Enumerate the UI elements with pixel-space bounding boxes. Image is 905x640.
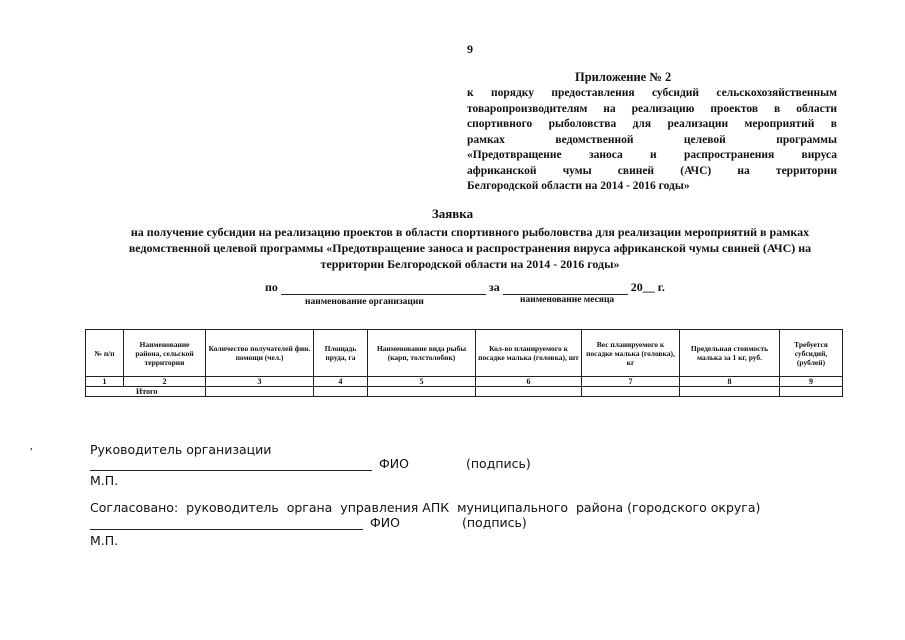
number-cell: 9 bbox=[780, 377, 843, 387]
application-subtitle bbox=[60, 224, 880, 272]
month-blank[interactable] bbox=[503, 282, 628, 295]
head-label: Руководитель организации bbox=[90, 442, 272, 457]
table-total-row bbox=[86, 387, 843, 397]
agreed-fio-label: ФИО bbox=[370, 515, 400, 530]
application-table bbox=[85, 329, 843, 397]
agreed-signature-label: (подпись) bbox=[462, 515, 527, 530]
table-header-row bbox=[86, 330, 843, 377]
appendix-line: товаропроизводителям на реализацию проектов в области bbox=[467, 102, 837, 115]
appendix-line: к порядку предоставления субсидий сельскохозяйственным bbox=[467, 87, 837, 99]
appendix-line: рамках ведомственной целевой программы bbox=[467, 133, 837, 146]
za-label: за bbox=[488, 280, 500, 294]
header-cell: Вес планируемого к посадке малька (головка), кг bbox=[582, 330, 680, 377]
total-cell[interactable] bbox=[780, 387, 843, 397]
total-cell[interactable] bbox=[582, 387, 680, 397]
agreed-stamp-label: М.П. bbox=[90, 533, 119, 548]
total-cell[interactable] bbox=[206, 387, 314, 397]
number-cell: 4 bbox=[314, 377, 368, 387]
number-cell: 5 bbox=[368, 377, 476, 387]
agreed-label: Согласовано: руководитель органа управления АПК муниципального района (городского округа) bbox=[90, 500, 761, 515]
subtitle-line: на получение субсидии на реализацию проектов в области спортивного рыболовства для реализации мероприятий в рамках bbox=[130, 225, 810, 239]
number-cell: 2 bbox=[124, 377, 206, 387]
subtitle-line: ведомственной целевой программы «Предотвращение заноса и распространения вируса африканской чумы свиней (АЧС) на bbox=[128, 241, 812, 255]
caption-month: наименование месяца bbox=[520, 295, 615, 305]
total-label: Итого bbox=[86, 387, 206, 397]
head-signature-label: (подпись) bbox=[466, 456, 531, 471]
agreed-signature-line[interactable] bbox=[90, 529, 363, 530]
po-label: по bbox=[265, 280, 278, 294]
appendix-line: африканской чумы свиней (АЧС) на территории bbox=[467, 164, 837, 177]
number-cell: 8 bbox=[680, 377, 780, 387]
header-cell: Наименование вида рыбы (карп, толстолобик) bbox=[368, 330, 476, 377]
header-cell: Требуется субсидий, (рублей) bbox=[780, 330, 843, 377]
total-cell[interactable] bbox=[476, 387, 582, 397]
appendix-line: Белгородской области на 2014 - 2016 годы» bbox=[467, 180, 690, 192]
application-heading: Заявка bbox=[431, 206, 474, 221]
header-cell: Предельная стоимость малька за 1 кг, руб. bbox=[680, 330, 780, 377]
header-cell: Количество получателей фин. помощи (чел.) bbox=[206, 330, 314, 377]
page-number: 9 bbox=[467, 42, 473, 56]
number-cell: 6 bbox=[476, 377, 582, 387]
table-number-row bbox=[86, 377, 843, 387]
header-cell: Кол-во планируемого к посадке малька (головка), шт bbox=[476, 330, 582, 377]
header-cell: Наименование района, сельской территории bbox=[124, 330, 206, 377]
head-fio-label: ФИО bbox=[379, 456, 409, 471]
year-label: 20__ г. bbox=[630, 280, 665, 294]
total-cell[interactable] bbox=[314, 387, 368, 397]
organization-blank[interactable] bbox=[281, 282, 486, 295]
head-stamp-label: М.П. bbox=[90, 473, 119, 488]
organization-month-line bbox=[265, 280, 665, 295]
total-cell[interactable] bbox=[680, 387, 780, 397]
number-cell: 7 bbox=[582, 377, 680, 387]
stray-mark: , bbox=[30, 440, 33, 452]
number-cell: 3 bbox=[206, 377, 314, 387]
number-cell: 1 bbox=[86, 377, 124, 387]
subtitle-line: территории Белгородской области на 2014 - 2016 годы» bbox=[320, 257, 620, 271]
total-cell[interactable] bbox=[368, 387, 476, 397]
header-cell: Площадь пруда, га bbox=[314, 330, 368, 377]
head-signature-line[interactable] bbox=[90, 470, 372, 471]
caption-organization: наименование организации bbox=[305, 297, 424, 307]
appendix-line: спортивного рыболовства для реализации мероприятий в bbox=[467, 118, 837, 130]
appendix-title: Приложение № 2 bbox=[575, 70, 672, 84]
appendix-body bbox=[467, 86, 837, 195]
header-cell: № п/п bbox=[86, 330, 124, 377]
appendix-line: «Предотвращение заноса и распространения вируса bbox=[467, 149, 837, 161]
